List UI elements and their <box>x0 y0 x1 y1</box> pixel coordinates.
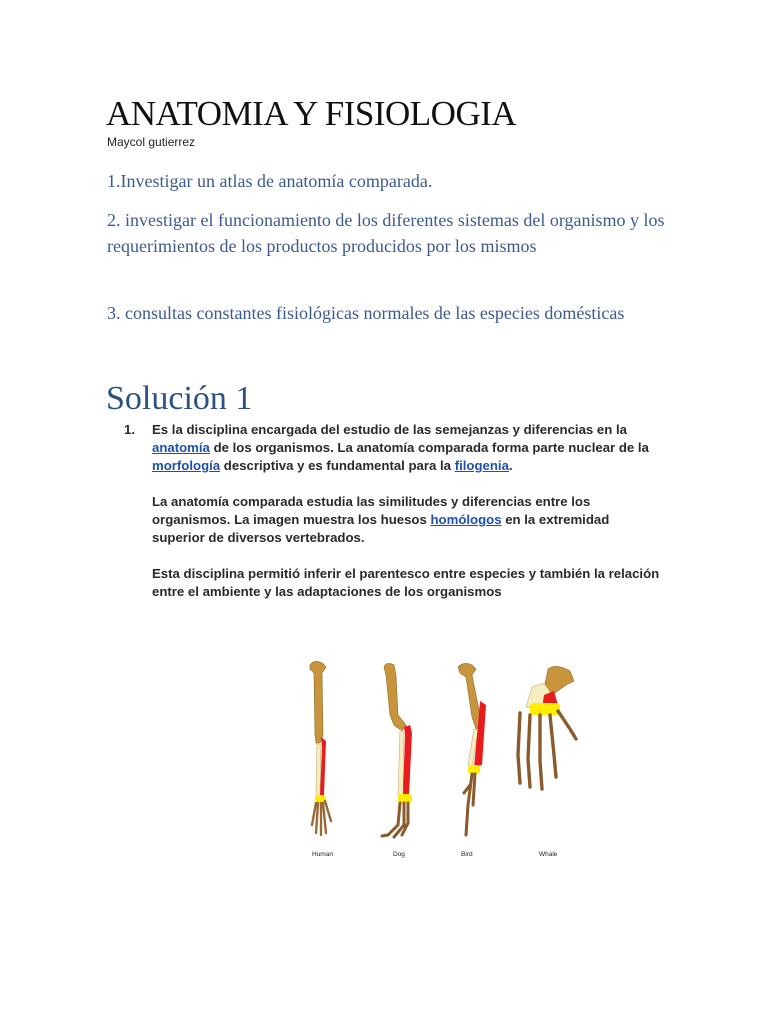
dog-leg-bones <box>382 663 412 837</box>
task-3: 3. consultas constantes fisiológicas normales de las especies domésticas <box>107 303 625 323</box>
link-morfologia[interactable]: morfología <box>152 458 221 473</box>
whale-flipper-bones <box>518 666 576 789</box>
bird-wing-bones <box>458 663 486 835</box>
author-name: Maycol gutierrez <box>107 135 196 149</box>
human-arm-bones <box>310 661 331 835</box>
paragraph-text: en la extremidad superior de diversos vertebrados. <box>152 512 610 545</box>
answer-paragraph-2 <box>152 493 662 547</box>
figure-label-whale: Whale <box>539 851 558 858</box>
answer-paragraph-1 <box>152 421 662 475</box>
paragraph-text: descriptiva y es fundamental para la <box>220 458 455 473</box>
figure-label-human: Human <box>312 851 333 858</box>
paragraph-text: de los organismos. La anatomía comparada forma parte nuclear de la <box>209 440 649 455</box>
link-filogenia[interactable]: filogenia <box>454 458 509 473</box>
limb-bones-illustration <box>290 655 590 855</box>
solution-heading: Solución 1 <box>106 380 253 417</box>
homologous-bones-figure <box>290 655 590 865</box>
link-anatomia[interactable]: anatomía <box>152 440 210 455</box>
link-homologos[interactable]: homólogos <box>430 512 502 527</box>
answer-paragraph-3: Esta disciplina permitió inferir el parentesco entre especies y también la relación entre el ambiente y las adaptaciones de los organismos <box>152 566 660 599</box>
task-1: 1.Investigar un atlas de anatomía comparada. <box>107 171 433 191</box>
paragraph-text: Es la disciplina encargada del estudio de las semejanzas y diferencias en la <box>152 422 627 437</box>
figure-label-bird: Bird <box>461 851 473 858</box>
document-title: ANATOMIA Y FISIOLOGIA <box>106 94 517 133</box>
paragraph-text: La anatomía comparada estudia las similitudes y diferencias entre los organismos. La imagen muestra los huesos <box>152 494 591 527</box>
list-number: 1. <box>124 422 135 437</box>
figure-label-dog: Dog <box>393 851 405 858</box>
task-2: 2. investigar el funcionamiento de los diferentes sistemas del organismo y los requerimientos de los productos producidos por los mismos <box>107 210 665 256</box>
paragraph-text: . <box>508 458 513 473</box>
